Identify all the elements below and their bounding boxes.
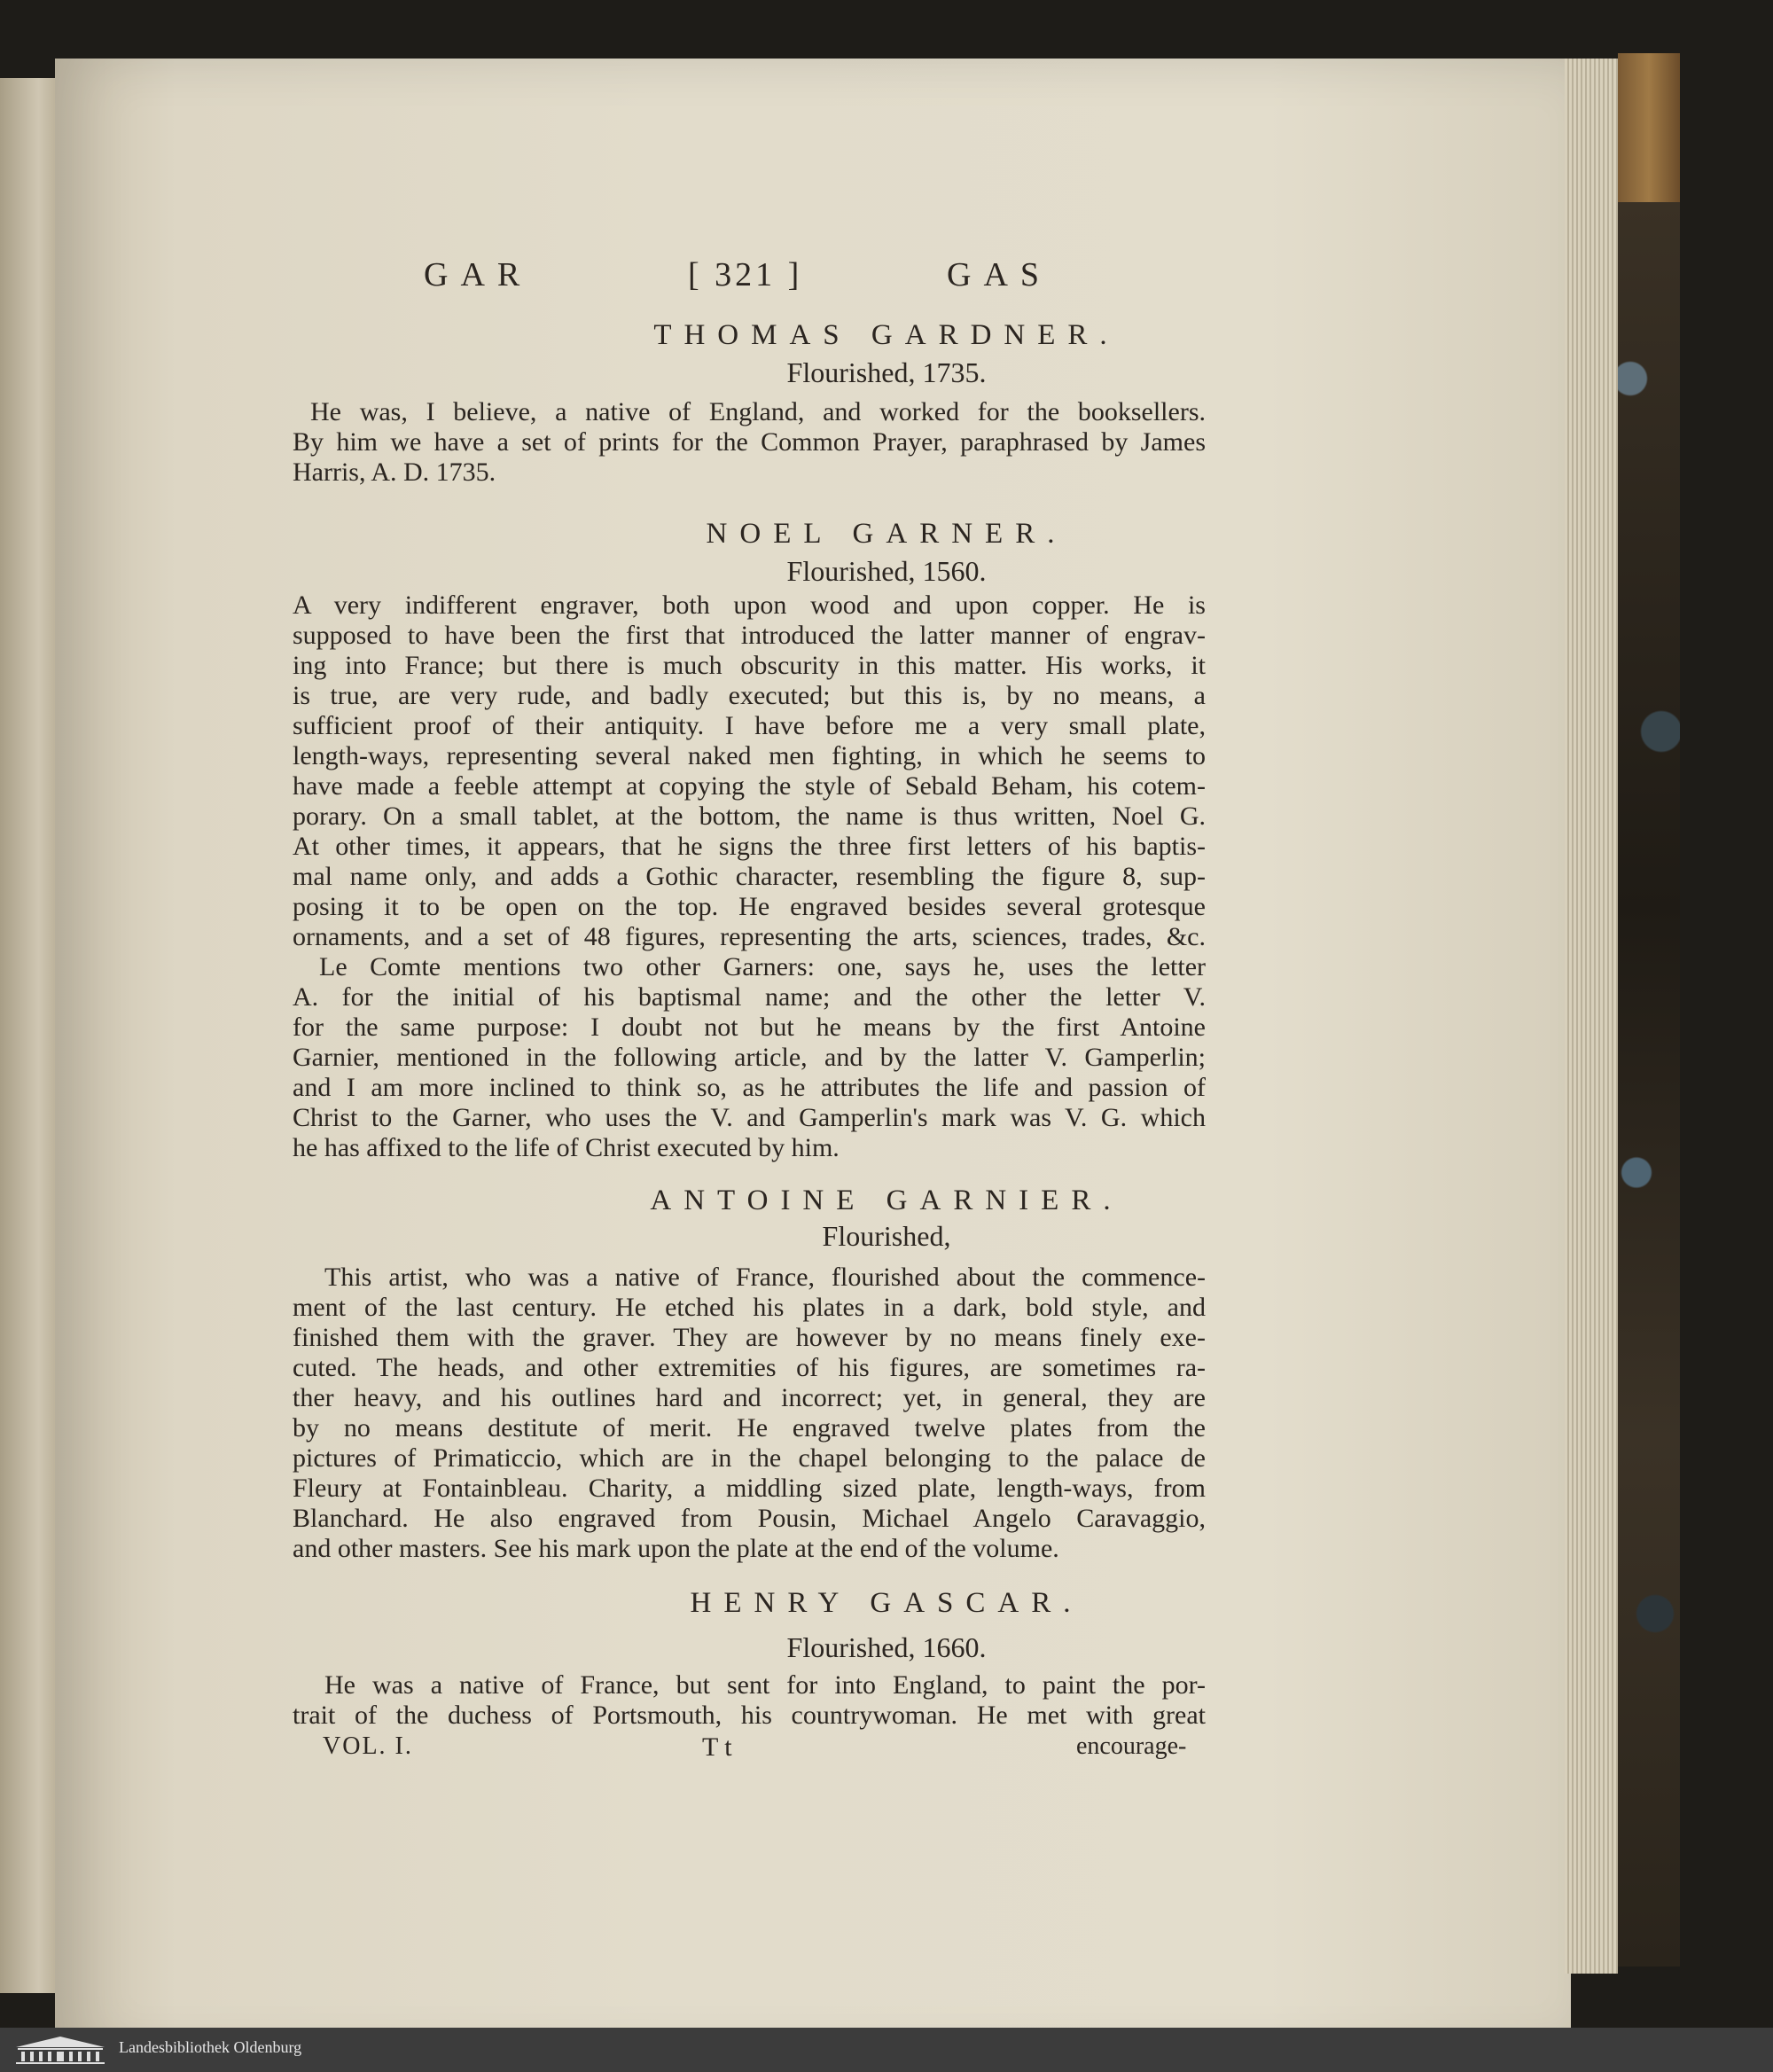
entry-paragraph: He was, I believe, a native of England, and worked for the booksellers. By him we have a set of prints for the Common Prayer, paraphrased by James Harris, A. D. 1735. [293,397,1206,487]
bottom-bar [0,2028,1773,2072]
entry-heading: THOMAS GARDNER. [653,319,1120,351]
entry-paragraph: A very indifferent engraver, both upon wood and upon copper. He is supposed to have been the first that introduced the latter manner of engrav- ing into France; but there is much obscurity in this matter. His works, it is true, are very rude, and badly executed; but this is, by no means, a sufficient proof of their antiquity. I have before me a very small plate, length-ways, representing several naked men fighting, in which he seems to have made a feeble attempt at copying the style of Sebald Beham, his cotem- porary. On a small tablet, at the bottom, the name is thus written, Noel G. At other times, it appears, that he signs the three first letters of his baptis- mal name only, and adds a Gothic character, resembling the figure 8, sup- posing it to be open on the top. He engraved besides several grotesque ornaments, and a set of 48 figures, representing the arts, sciences, trades, &c. [293,590,1206,951]
catchword: encourage- [1076,1732,1187,1760]
running-head-left: GAR [424,256,533,293]
entry-flourished: Flourished, 1660. [786,1631,987,1663]
entry-paragraph: This artist, who was a native of France, flourished about the commence- ment of the last century. He etched his plates in a dark, bold style, and finished them with the graver. They are however by no means finely exe- cuted. The heads, and other extremities of his figures, are sometimes ra- ther heavy, and his outlines hard and incorrect; yet, in general, they are by no means destitute of merit. He engraved twelve plates from the pictures of Primaticcio, which are in the chapel belonging to the palace de Fleury at Fontainbleau. Charity, a middling sized plate, length-ways, from Blanchard. He also engraved from Pousin, Michael Angelo Caravaggio, and other masters. See his mark upon the plate at the end of the volume. [293,1263,1206,1563]
signature-mark: T t [702,1732,732,1762]
running-head-right: GAS [947,256,1052,293]
library-name: Landesbibliothek Oldenburg [119,2038,302,2056]
marbled-cover [1618,202,1680,1966]
entry-flourished: Flourished, 1735. [786,356,987,388]
entry-paragraph: Le Comte mentions two other Garners: one, says he, uses the letter A. for the initial of his baptismal name; and the other the letter V. for the same purpose: I doubt not but he means by the first Antoine Garnier, mentioned in the following article, and by the latter V. Gamperlin; and I am more inclined to think so, as he attributes the life and passion of Christ to the Garner, who uses the V. and Gamperlin's mark was V. G. which he has affixed to the life of Christ executed by him. [293,952,1206,1162]
entry-flourished: Flourished, [822,1220,951,1252]
entry-heading: HENRY GASCAR. [690,1587,1083,1619]
entry-flourished: Flourished, 1560. [786,555,987,587]
leather-binding [1618,53,1680,204]
entry-heading: NOEL GARNER. [706,518,1067,550]
entry-paragraph: He was a native of France, but sent for into England, to paint the por- trait of the duchess of Portsmouth, his countrywoman. He met with great [293,1670,1206,1730]
volume-mark: VOL. I. [323,1732,413,1760]
library-building-icon [12,2035,108,2065]
page-number: [ 321 ] [688,256,803,293]
entry-heading: ANTOINE GARNIER. [650,1185,1123,1216]
